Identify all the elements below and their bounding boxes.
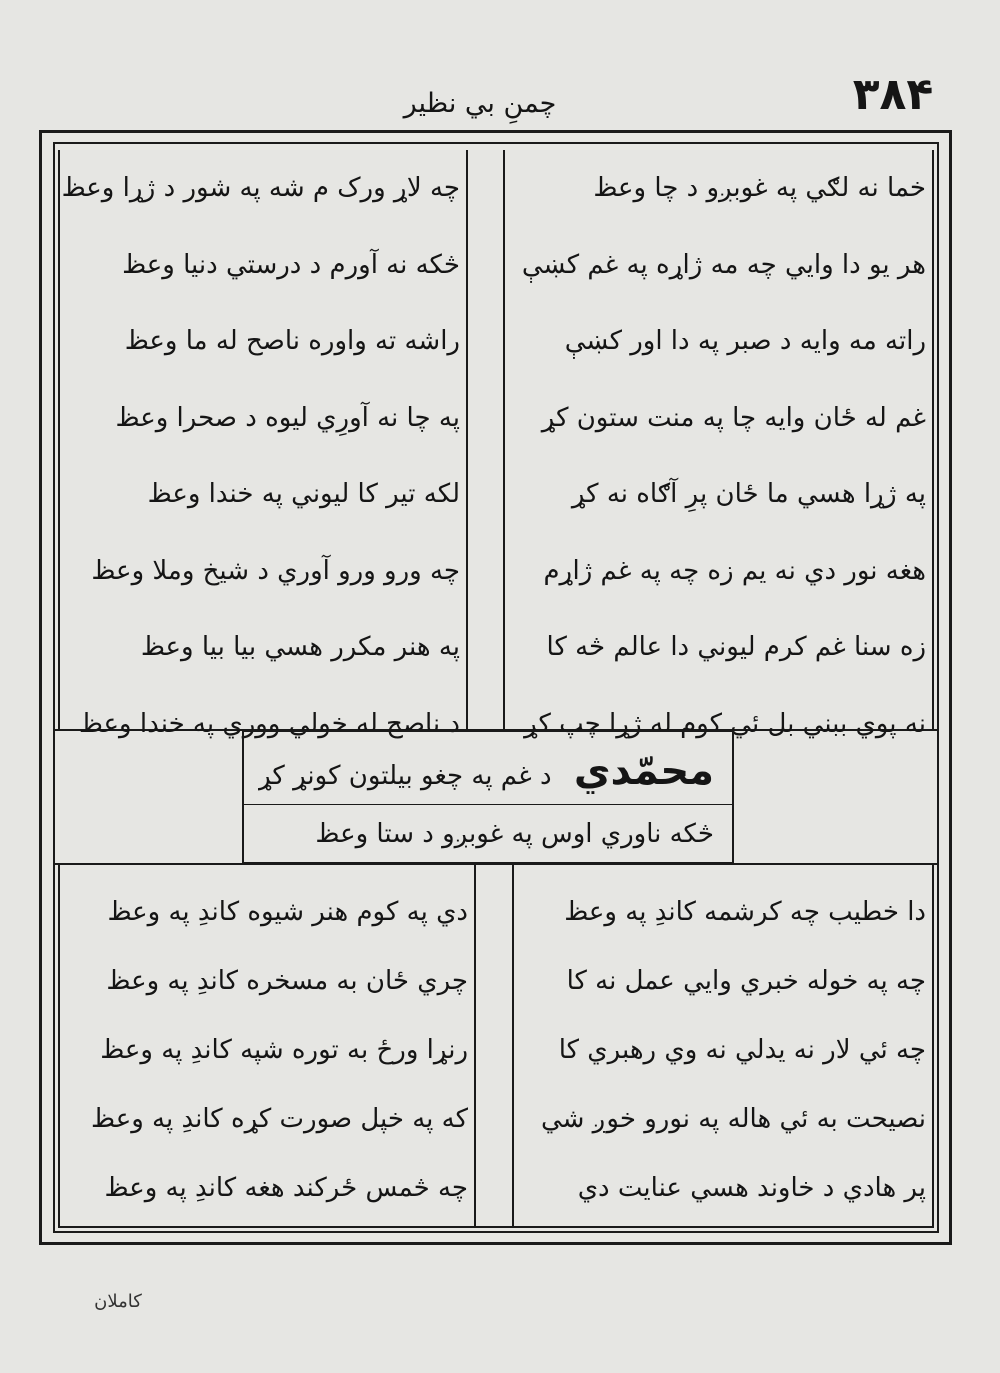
verse-line: خما نه لګي په غوبږو د چا وعظ <box>593 173 926 203</box>
verse-line: دا خطيب چه کرشمه کاندِ په وعظ <box>564 897 926 927</box>
verse-line: هر يو دا وايي چه مه ژاړه په غم کښې <box>521 249 926 280</box>
page-header-title: چمنِ بي نظير <box>403 88 557 119</box>
verse-line: په هنر مکرر هسي بيا بيا وعظ <box>140 632 460 662</box>
bottom-left-column-rule <box>58 865 60 1227</box>
verse-line: د ناصح له خولي ووري په خندا وعظ <box>78 708 460 739</box>
verse-line: په چا نه آورِي ليوه د صحرا وعظ <box>115 402 460 433</box>
top-right-column-rule <box>932 150 934 730</box>
top-column-divider-left <box>466 150 468 730</box>
top-right-verse-column <box>506 150 926 762</box>
verse-line: چه په خوله خبري وايي عمل نه کا <box>566 966 926 996</box>
verse-line: که په خپل صورت کړه کاندِ په وعظ <box>91 1104 468 1134</box>
verse-line: چه ئي لار نه يدلي نه وي رهبري کا <box>558 1035 926 1065</box>
stanza-line-2: څکه ناوري اوس په غوبږو د ستا وعظ <box>315 819 714 849</box>
center-stanza-box <box>242 730 734 864</box>
verse-line: لکه تير کا ليوني په خندا وعظ <box>147 479 460 509</box>
bottom-section-bottom-rule <box>58 1226 934 1228</box>
verse-line: څکه نه آورم د درستي دنيا وعظ <box>122 249 460 280</box>
bottom-right-column-rule <box>932 865 934 1227</box>
margin-note: کاملان <box>94 1291 142 1312</box>
bottom-column-divider-left <box>474 865 476 1227</box>
verse-line: چه څمس ځرکند هغه کاندِ په وعظ <box>104 1173 468 1203</box>
stanza-rule <box>244 804 732 805</box>
top-left-column-rule <box>58 150 60 730</box>
verse-line: پر هادي د خاوند هسي عنايت دي <box>577 1173 926 1203</box>
verse-line: راشه ته واوره ناصح له ما وعظ <box>124 326 460 356</box>
stanza-line-1-text: د غم په چغو بيلتون کونړ کړ <box>258 761 552 791</box>
verse-line: رنړا ورځ به توره شپه کاندِ په وعظ <box>100 1035 468 1065</box>
poet-name: محمّدي <box>573 748 714 794</box>
verse-line: هغه نور دي نه يم زه چه په غم ژاړم <box>543 555 926 586</box>
top-column-divider-right <box>503 150 505 730</box>
verse-line: چه لاړ ورک م شه په شور د ژړا وعظ <box>62 173 460 203</box>
bottom-left-verse-column <box>62 878 468 1223</box>
top-left-verse-column <box>62 150 460 762</box>
bottom-column-divider-right <box>512 865 514 1227</box>
verse-line: غم له ځان وايه چا په منت ستون کړ <box>541 402 926 433</box>
page-number: ۳۸۴ <box>852 69 934 120</box>
verse-line: چه ورو ورو آوري د شيخ وملا وعظ <box>91 555 460 586</box>
stanza-line-1 <box>258 740 714 802</box>
verse-line: نه پوي ببني بل ئي کوم له ژړا چپ کړ <box>524 708 926 739</box>
verse-line: راته مه وايه د صبر په دا اور کښې <box>564 326 926 356</box>
verse-line: په ژړا هسي ما ځان پرِ آګاه نه کړ <box>571 479 926 509</box>
verse-line: چري ځان به مسخره کاندِ په وعظ <box>106 966 468 996</box>
verse-line: نصيحت به ئي هاله په نورو خوږ شي <box>540 1104 926 1134</box>
verse-line: زه سنا غم کرم ليوني دا عالم څه کا <box>546 632 926 662</box>
verse-line: دي په کوم هنر شيوه کاندِ په وعظ <box>107 897 468 927</box>
bottom-right-verse-column <box>516 878 926 1223</box>
